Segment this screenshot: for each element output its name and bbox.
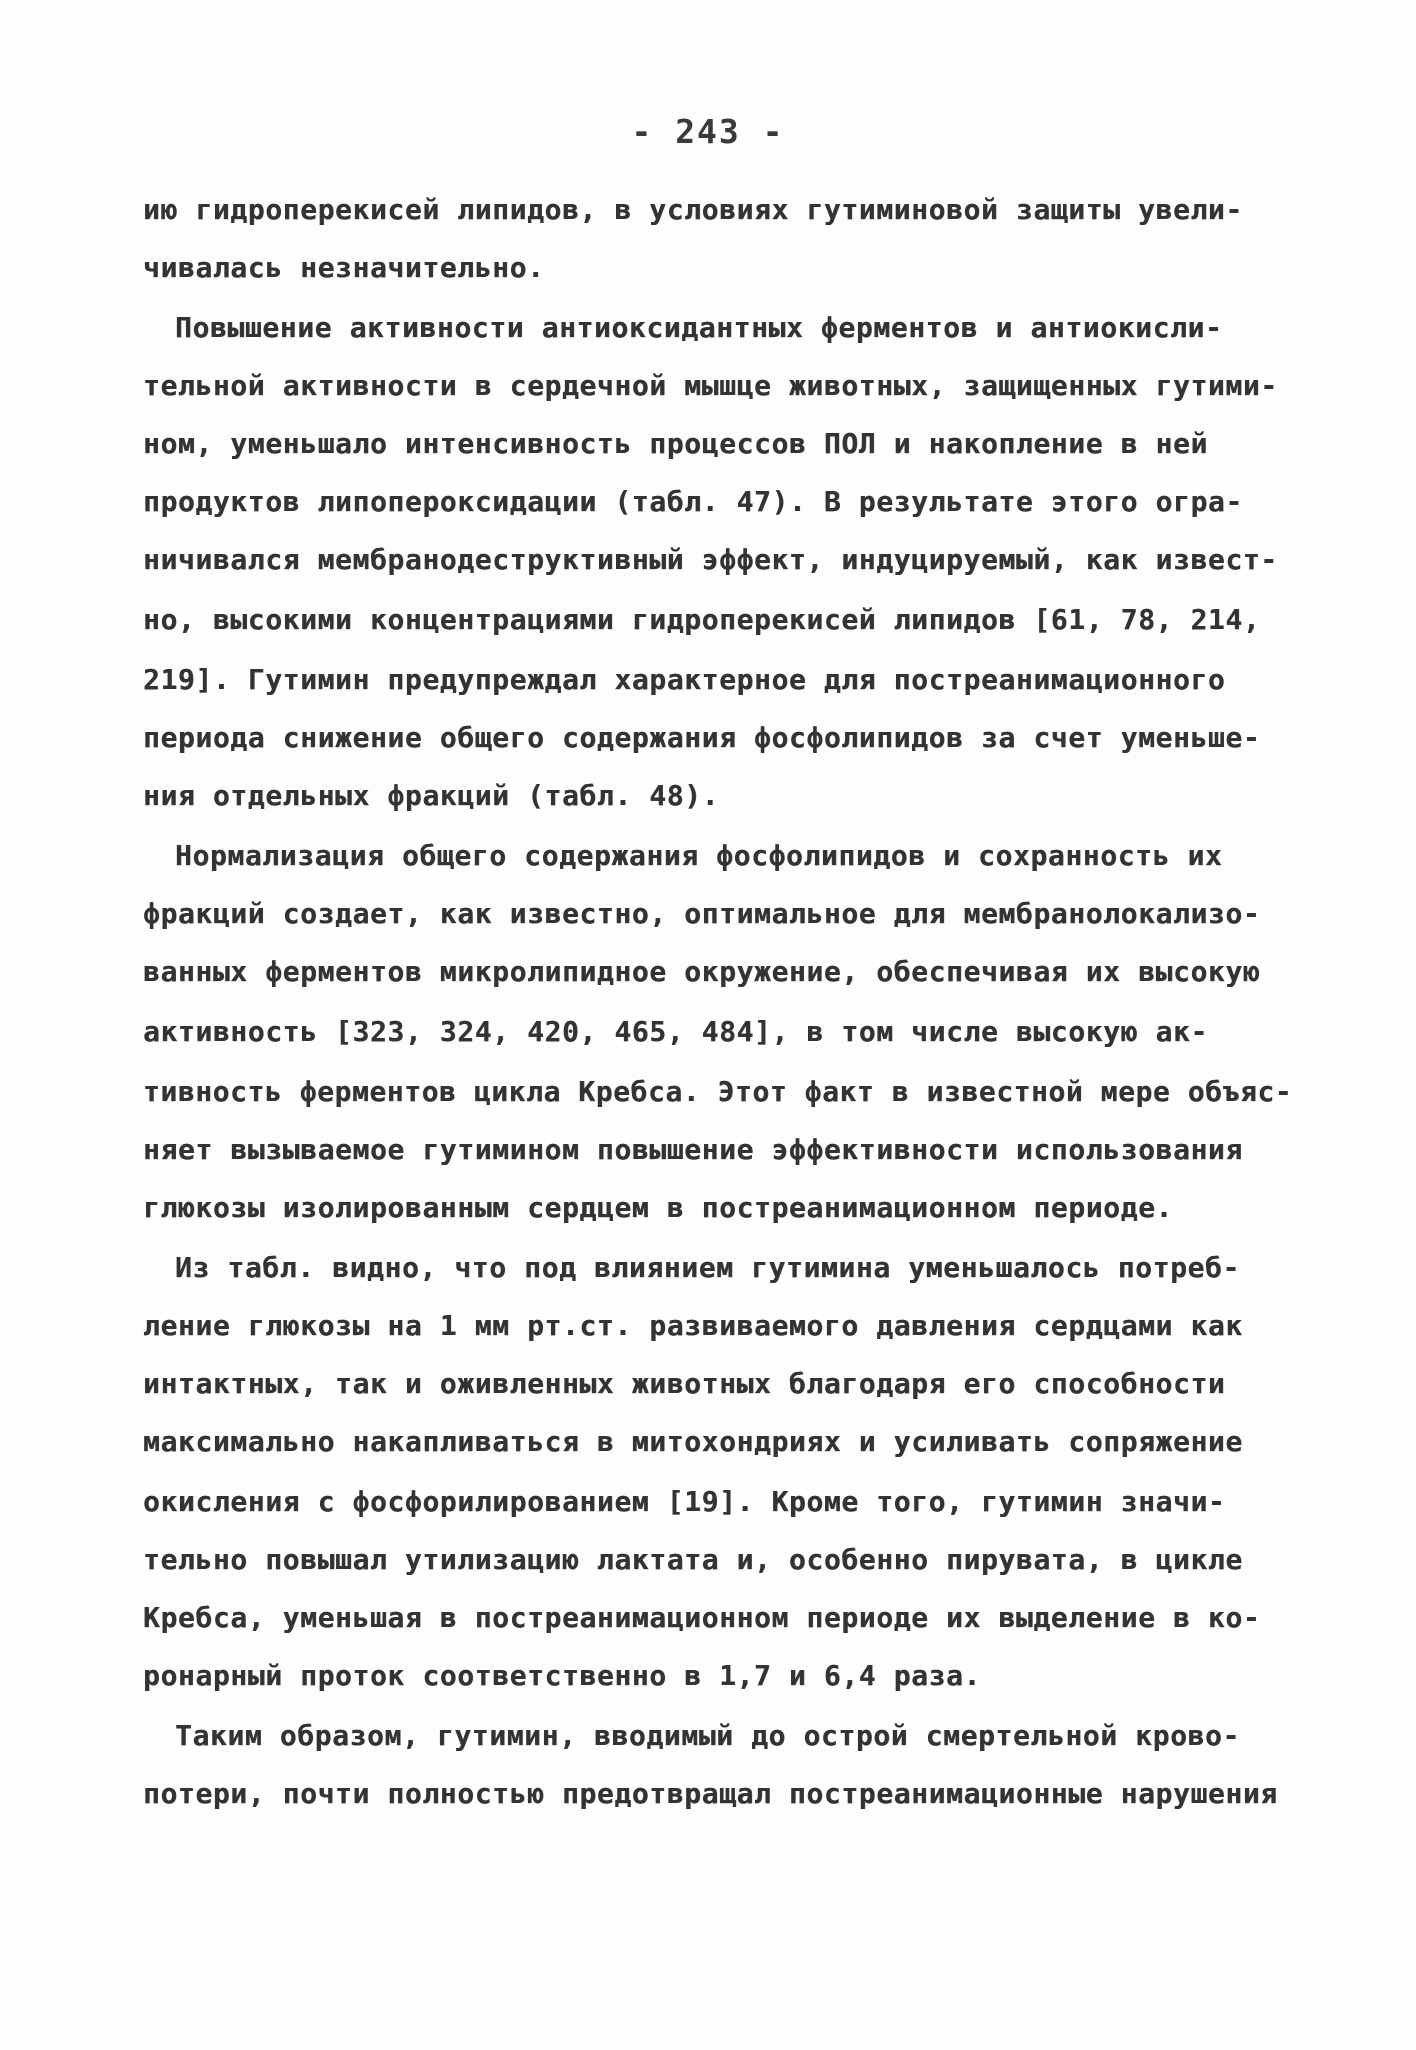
text-line: чивалась незначительно. [143, 251, 545, 284]
text-line: ронарный проток соответственно в 1,7 и 6,4 раза. [143, 1659, 981, 1692]
text-line: ния отдельных фракций (табл. 48). [143, 779, 720, 812]
text-line: ление глюкозы на 1 мм рт.ст. развиваемого давления сердцами как [143, 1309, 1243, 1342]
text-line: ию гидроперекисей липидов, в условиях гутиминовой защиты увели- [143, 193, 1243, 226]
text-line: Нормализация общего содержания фосфолипидов и сохранность их [175, 839, 1223, 872]
text-line: активность [323, 324, 420, 465, 484], в том числе высокую ак- [143, 1015, 1208, 1048]
text-line: Повышение активности антиоксидантных ферментов и антиокисли- [175, 311, 1223, 344]
text-line: интактных, так и оживленных животных благодаря его способности [143, 1367, 1226, 1400]
text-line: Из табл. видно, что под влиянием гутимина уменьшалось потреб- [175, 1251, 1240, 1284]
text-line: тивность ферментов цикла Кребса. Этот факт в известной мере объяс- [143, 1075, 1293, 1108]
text-line: Таким образом, гутимин, вводимый до острой смертельной крово- [175, 1719, 1240, 1752]
text-line: Кребса, уменьшая в постреанимационном периоде их выделение в ко- [143, 1601, 1261, 1634]
text-line: тельно повышал утилизацию лактата и, особенно пирувата, в цикле [143, 1543, 1243, 1576]
text-line: ничивался мембранодеструктивный эффект, индуцируемый, как извест- [143, 543, 1278, 576]
text-line: тельной активности в сердечной мышце животных, защищенных гутими- [143, 369, 1278, 402]
text-line: фракций создает, как известно, оптимальное для мембранолокализо- [143, 897, 1261, 930]
text-line: но, высокими концентрациями гидроперекисей липидов [61, 78, 214, [143, 603, 1261, 636]
text-line: ном, уменьшало интенсивность процессов ПОЛ и накопление в ней [143, 427, 1208, 460]
text-line: периода снижение общего содержания фосфолипидов за счет уменьше- [143, 721, 1261, 754]
text-line: продуктов липопероксидации (табл. 47). В результате этого огра- [143, 485, 1243, 518]
text-line: окисления с фосфорилированием [19]. Кроме того, гутимин значи- [143, 1485, 1226, 1518]
text-line: максимально накапливаться в митохондриях и усиливать сопряжение [143, 1425, 1243, 1458]
page-number: - 243 - [631, 112, 785, 151]
text-line: глюкозы изолированным сердцем в постреанимационном периоде. [143, 1191, 1173, 1224]
text-line: няет вызываемое гутимином повышение эффективности использования [143, 1133, 1243, 1166]
text-line: 219]. Гутимин предупреждал характерное для постреанимационного [143, 663, 1226, 696]
text-line: потери, почти полностью предотвращал постреанимационные нарушения [143, 1777, 1278, 1810]
text-line: ванных ферментов микролипидное окружение, обеспечивая их высокую [143, 955, 1261, 988]
